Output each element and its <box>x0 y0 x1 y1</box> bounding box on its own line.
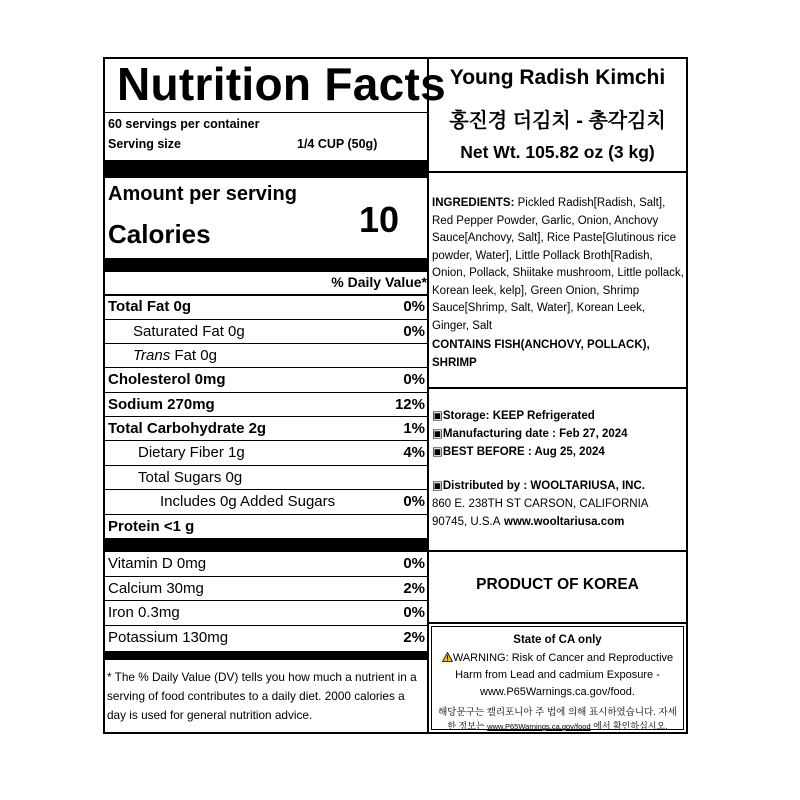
product-info-panel <box>429 59 686 732</box>
calories-value: 10 <box>359 199 400 240</box>
nutrient-row-iron <box>105 601 427 625</box>
potassium-dv: 2% <box>403 629 425 646</box>
nutrient-row-protein <box>105 515 427 539</box>
iron-dv: 0% <box>403 604 425 621</box>
nutrient-row-vitamin-d <box>105 552 427 576</box>
total-fat-label: Total Fat 0g <box>108 298 192 315</box>
divider <box>105 112 427 113</box>
total-fat-dv: 0% <box>403 298 425 315</box>
product-name-ko: 홍진경 더김치 - 총각김치 <box>449 110 666 132</box>
storage-info: ▣Storage: KEEP Refrigerated <box>432 410 595 422</box>
product-name-en: Young Radish Kimchi <box>449 66 666 89</box>
serving-size-label: Serving size <box>108 137 181 151</box>
added-sugars-dv: 0% <box>403 493 425 510</box>
nutrition-facts-title: Nutrition Facts <box>117 58 447 110</box>
sodium-label: Sodium 270mg <box>108 396 215 413</box>
thick-bar <box>105 160 427 178</box>
daily-value-footnote: * The % Daily Value (DV) tells you how much a nutrient in a serving of food contributes to a daily diet. 2000 calories a day is used for general nutrition advice. <box>107 670 417 722</box>
vitamin-d-dv: 0% <box>403 555 425 572</box>
thick-bar <box>105 538 427 552</box>
iron-label: Iron 0.3mg <box>108 604 180 621</box>
nutrient-row-total-carb <box>105 417 427 441</box>
total-carb-dv: 1% <box>403 420 425 437</box>
warning-title: State of CA only <box>513 634 602 646</box>
distributor: ▣Distributed by : WOOLTARIUSA, INC. <box>432 480 645 492</box>
nutrient-row-trans-fat <box>105 344 427 368</box>
nutrient-row-total-fat <box>105 295 427 319</box>
trans-fat-label: Trans Fat 0g <box>133 347 217 364</box>
nutrient-row-calcium <box>105 577 427 601</box>
warning-korean-line-1: 해당문구는 캘리포니아 주 법에 의해 표시하였습니다. 자세 <box>438 707 677 718</box>
nutrient-row-sodium <box>105 393 427 417</box>
warning-line-1: WARNING: Risk of Cancer and Reproductive <box>432 652 683 664</box>
calcium-label: Calcium 30mg <box>108 580 204 597</box>
warning-line-3: www.P65Warnings.ca.gov/food. <box>480 686 635 698</box>
potassium-label: Potassium 130mg <box>108 629 229 646</box>
nutrient-row-cholesterol <box>105 368 427 392</box>
nutrition-facts-panel <box>105 58 447 732</box>
servings-per-container: 60 servings per container <box>108 117 260 131</box>
warning-triangle-icon <box>442 652 453 662</box>
nutrient-row-fiber <box>105 441 427 465</box>
warning-korean-line-2: 한 정보는 www.P65Warnings.ca.gov/food 에서 확인하십시오. <box>447 721 668 731</box>
protein-label: Protein <1 g <box>108 518 195 535</box>
vitamin-d-label: Vitamin D 0mg <box>108 555 207 572</box>
allergen-statement: CONTAINS FISH(ANCHOVY, POLLACK), SHRIMP <box>432 339 650 369</box>
amount-per-serving: Amount per serving <box>108 183 297 205</box>
total-sugars-label: Total Sugars 0g <box>138 469 243 486</box>
nutrient-row-total-sugars <box>105 466 427 490</box>
fiber-label: Dietary Fiber 1g <box>138 444 245 461</box>
ingredients-text: INGREDIENTS: Pickled Radish[Radish, Salt], Red Pepper Powder, Garlic, Onion, Anchovy Sauce[Anchovy, Salt], Rice Paste[Glutinous rice powder, Water], Little Pollack Broth[Radish, Onion, Pollack, Shiitake mushroom, Little pollack, Korean leek, kelp], Green Onion, Shrimp Sauce[Shrimp, Salt, Water], Korean Leek, Ginger, Salt <box>432 197 684 332</box>
nutrient-row-potassium <box>105 626 427 650</box>
product-label <box>103 57 688 734</box>
distributor-address: 860 E. 238TH ST CARSON, CALIFORNIA 90745, U.S.A <box>432 498 648 528</box>
best-before-date: ▣BEST BEFORE : Aug 25, 2024 <box>432 446 605 458</box>
calories-label: Calories <box>108 219 211 249</box>
calcium-dv: 2% <box>403 580 425 597</box>
net-weight: Net Wt. 105.82 oz (3 kg) <box>460 142 655 162</box>
ingredients-section <box>429 173 686 389</box>
cholesterol-dv: 0% <box>403 371 425 388</box>
total-carb-label: Total Carbohydrate 2g <box>108 420 267 437</box>
daily-value-header: % Daily Value* <box>331 274 427 290</box>
country-of-origin: PRODUCT OF KOREA <box>476 576 639 593</box>
saturated-fat-label: Saturated Fat 0g <box>133 323 245 340</box>
serving-size-value: 1/4 CUP (50g) <box>297 137 378 151</box>
sodium-dv: 12% <box>394 396 425 413</box>
storage-distribution-section <box>429 389 686 552</box>
distributor-website: www.wooltariusa.com <box>504 516 625 528</box>
origin-section <box>429 552 686 624</box>
nutrient-row-saturated-fat <box>105 320 427 344</box>
product-header <box>429 59 686 173</box>
cholesterol-label: Cholesterol 0mg <box>108 371 226 388</box>
nutrient-row-added-sugars <box>105 490 427 514</box>
thick-bar <box>105 651 427 660</box>
added-sugars-label: Includes 0g Added Sugars <box>160 493 336 510</box>
thick-bar <box>105 258 427 272</box>
prop65-warning-box <box>431 626 684 730</box>
fiber-dv: 4% <box>403 444 425 461</box>
saturated-fat-dv: 0% <box>403 323 425 340</box>
manufacturing-date: ▣Manufacturing date : Feb 27, 2024 <box>432 428 628 440</box>
warning-line-2: Harm from Lead and cadmium Exposure - <box>455 669 660 681</box>
p65-link[interactable]: www.P65Warnings.ca.gov/food <box>487 722 591 731</box>
